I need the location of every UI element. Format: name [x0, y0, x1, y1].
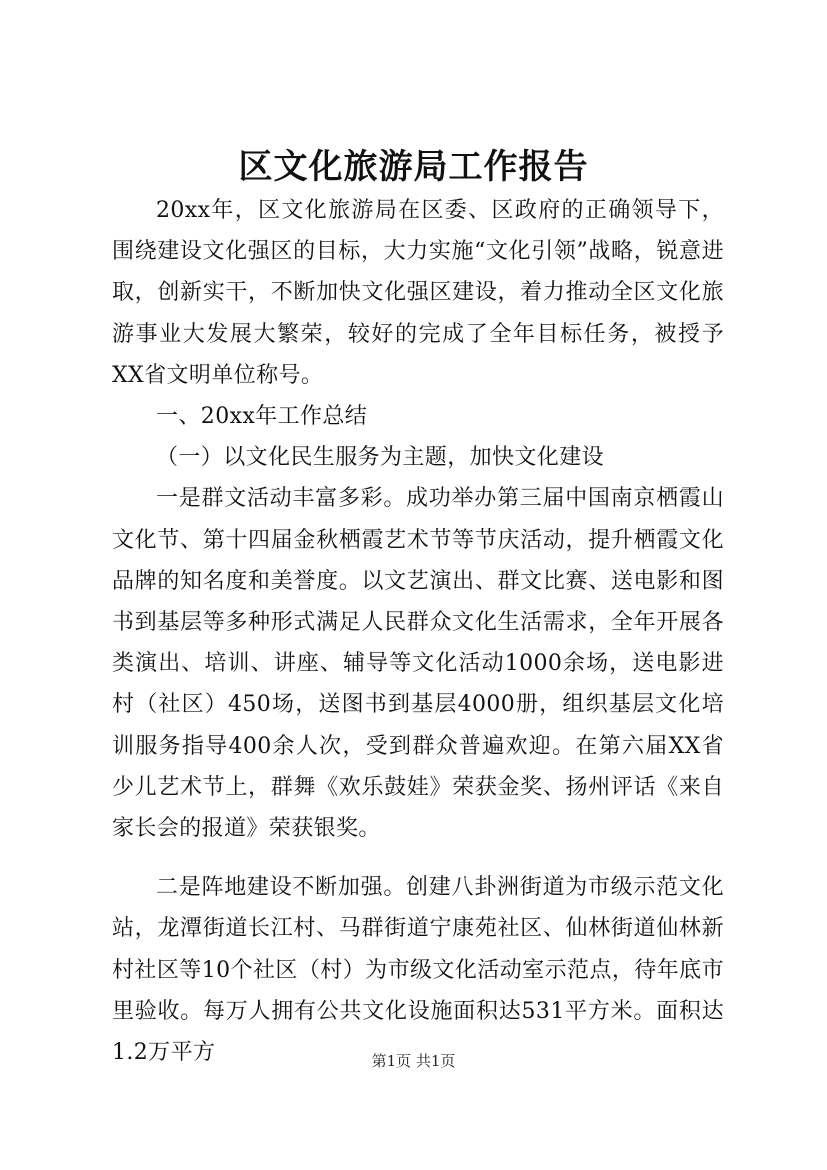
subsection-heading: （一）以文化民生服务为主题，加快文化建设 — [156, 445, 605, 471]
intro-paragraph: 20xx年，区文化旅游局在区委、区政府的正确领导下，围绕建设文化强区的目标，大力实施“文化引领”战略，锐意进取，创新实干，不断加快文化强区建设，着力推动全区文化旅游事业大发展大繁荣，较好的完成了全年目标任务，被授予XX省文明单位称号。 — [112, 198, 724, 388]
body-paragraph: 一是群文活动丰富多彩。成功举办第三届中国南京栖霞山文化节、第十四届金秋栖霞艺术节等节庆活动，提升栖霞文化品牌的知名度和美誉度。以文艺演出、群文比赛、送电影和图书到基层等多种形式满足人民群众文化生活需求，全年开展各类演出、培训、讲座、辅导等文化活动1000余场，送电影进村（社区）450场，送图书到基层4000册，组织基层文化培训服务指导400余人次，受到群众普遍欢迎。在第六届XX省少儿艺术节上，群舞《欢乐鼓娃》荣获金奖、扬州评话《来自家长会的报道》荣获银奖。 — [112, 486, 724, 842]
document-body — [112, 190, 724, 1073]
page-footer: 第1页 共1页 — [371, 1052, 456, 1070]
section-heading: 一、20xx年工作总结 — [156, 404, 368, 430]
body-paragraph: 二是阵地建设不断加强。创建八卦洲街道为市级示范文化站，龙潭街道长江村、马群街道宁康苑社区、仙林街道仙林新村社区等10个社区（村）为市级文化活动室示范点，待年底市里验收。每万人拥有公共文化设施面积达531平方米。面积达1.2万平方 — [112, 875, 724, 1066]
document-title: 区文化旅游局工作报告 — [238, 147, 589, 187]
